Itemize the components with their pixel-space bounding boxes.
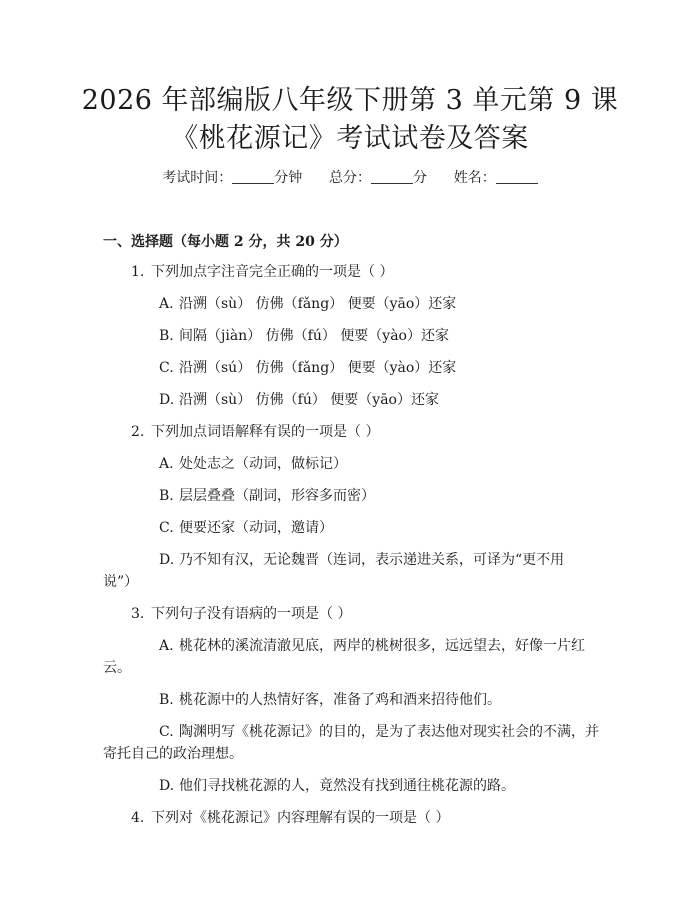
option-text: 桃花源中的人热情好客，准备了鸡和酒来招待他们。 (179, 692, 501, 708)
option-label: D. (159, 778, 175, 794)
score-label: 总分： (329, 170, 371, 186)
option-label: D. (159, 552, 175, 568)
time-unit: 分钟 (274, 170, 303, 186)
q3-option-c (159, 722, 599, 742)
option-label: B. (159, 328, 174, 344)
q2-option-d-continued: 说”） (103, 574, 139, 590)
q3-option-d (159, 776, 515, 796)
question-2 (131, 422, 379, 442)
option-text: 沿溯（sù） 仿佛（fú） 便要（yāo）还家 (179, 392, 439, 408)
question-4 (131, 808, 449, 828)
q1-option-d (159, 390, 439, 410)
question-stem: 下列加点词语解释有误的一项是（ ） (151, 424, 380, 440)
q2-option-b (159, 486, 375, 506)
option-label: A. (159, 456, 174, 472)
q2-option-c (159, 518, 333, 538)
question-stem: 下列加点字注音完全正确的一项是（ ） (151, 264, 394, 280)
q3-option-b (159, 690, 501, 710)
option-text: 层层叠叠（副词，形容多而密） (179, 488, 375, 504)
score-blank[interactable] (371, 169, 413, 184)
option-text: 桃花林的溪流清澈见底，两岸的桃树很多，远远望去，好像一片红 (179, 638, 585, 654)
option-text: 沿溯（sù） 仿佛（fǎng） 便要（yāo）还家 (179, 296, 457, 312)
question-number: 3. (131, 606, 145, 622)
score-unit: 分 (413, 170, 427, 186)
option-text: 便要还家（动词，邀请） (179, 520, 333, 536)
q1-option-a (159, 294, 456, 314)
option-label: C. (159, 724, 174, 740)
time-blank[interactable] (232, 169, 274, 184)
option-label: A. (159, 296, 174, 312)
exam-title-line-2: 《桃花源记》考试试卷及答案 (171, 123, 529, 154)
question-number: 2. (131, 424, 145, 440)
question-number: 4. (131, 810, 145, 826)
question-3 (131, 604, 351, 624)
question-1 (131, 262, 393, 282)
option-text: 间隔（jiàn） 仿佛（fú） 便要（yào）还家 (179, 328, 449, 344)
option-label: C. (159, 360, 174, 376)
option-text: 陶渊明写《桃花源记》的目的，是为了表达他对现实社会的不满，并 (179, 724, 599, 740)
exam-title-line-1: 2026 年部编版八年级下册第 3 单元第 9 课 (81, 85, 619, 116)
question-number: 1. (131, 264, 145, 280)
option-text: 沿溯（sú） 仿佛（fǎng） 便要（yào）还家 (179, 360, 457, 376)
option-label: C. (159, 520, 174, 536)
q3-option-c-continued: 寄托自己的政治理想。 (103, 746, 243, 762)
question-stem: 下列对《桃花源记》内容理解有误的一项是（ ） (151, 810, 450, 826)
q2-option-a (159, 454, 347, 474)
q1-option-c (159, 358, 456, 378)
q2-option-d (159, 550, 564, 570)
option-text: 乃不知有汉，无论魏晋（连词，表示递进关系，可译为“更不用 (179, 552, 565, 568)
option-label: B. (159, 488, 174, 504)
time-label: 考试时间： (162, 170, 233, 186)
option-label: D. (159, 392, 175, 408)
name-blank[interactable] (496, 169, 538, 184)
q3-option-a-continued: 云。 (103, 660, 131, 676)
option-label: B. (159, 692, 174, 708)
q3-option-a (159, 636, 585, 656)
exam-info-row (0, 168, 700, 188)
question-stem: 下列句子没有语病的一项是（ ） (151, 606, 352, 622)
option-label: A. (159, 638, 174, 654)
option-text: 处处志之（动词，做标记） (179, 456, 347, 472)
section-heading-choice: 一、选择题（每小题 2 分，共 20 分） (103, 234, 348, 250)
option-text: 他们寻找桃花源的人，竟然没有找到通往桃花源的路。 (179, 778, 515, 794)
name-label: 姓名： (453, 170, 496, 186)
q1-option-b (159, 326, 449, 346)
